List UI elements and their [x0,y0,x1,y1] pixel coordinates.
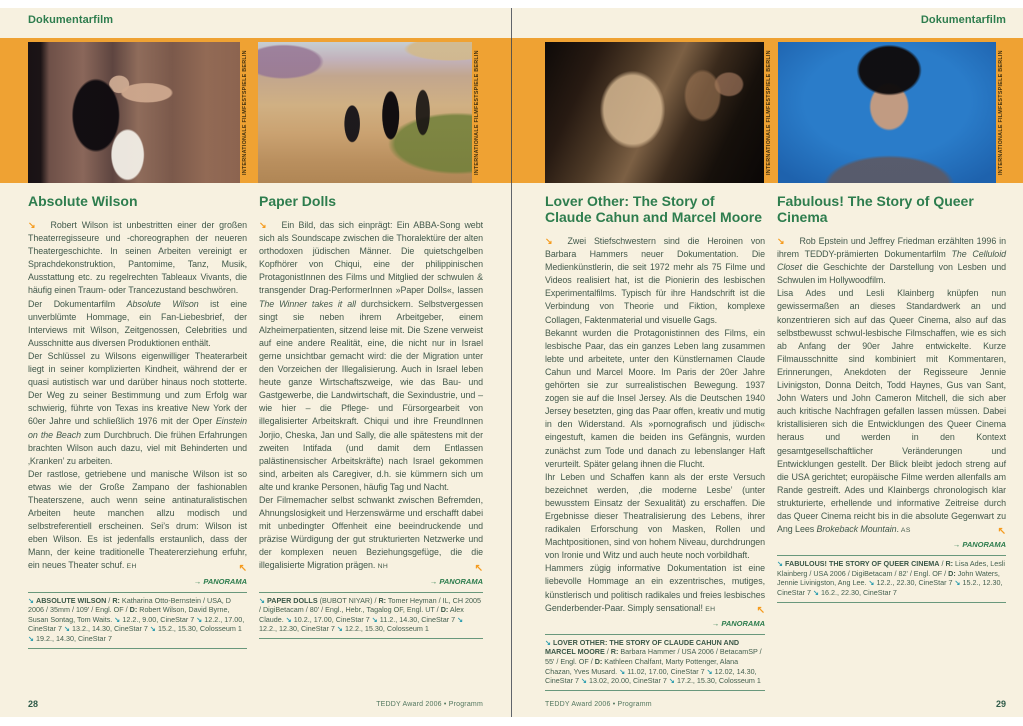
film-paragraph: ↘ Robert Wilson ist unbestritten einer der großen Theaterregisseure und -choreographen der neueren Theatergeschichte. In seinen Arbeiten vereinigt er Sprachdekonstruktion, Pantomime, Tanz, Musik, Ausstattung etc. zu regelrechten Tableaux Vivants, die häufig einen Traum- oder Trancezustand beschwören. [28,220,247,296]
film-title: Paper Dolls [259,193,337,209]
film-article [545,193,765,691]
festival-strip-label: INTERNATIONALE FILMFESTSPIELE BERLIN [242,50,248,175]
panorama-section-link [28,577,247,586]
panorama-label: PANORAMA [201,576,247,586]
section-header-left: Dokumentarfilm [28,14,114,26]
panorama-section-link [777,540,1006,549]
arrow-se-icon: ↘ [196,614,203,624]
film-credits: ↘ FABULOUS! THE STORY OF QUEER CINEMA / R: Lisa Ades, Lesli Klainberg / USA 2006 / DigiBetacam / 82' / Engl. OF / D: John Waters, Jennie Livinigston, Ang Lee. ↘ 12.2., 22.30, CineStar 7 ↘ 15.2., 12.30, CineStar 7 ↘ 16.2., 22.30, CineStar 7 [777,555,1006,602]
film-article [777,193,1006,603]
author-initials: AS [898,527,911,535]
film-credits: ↘ ABSOLUTE WILSON / R: Katharina Otto-Bernstein / USA, D 2006 / 35mm / 109' / Engl. OF / D: Robert Wilson, David Byrne, Susan Sontag, Tom Waits. ↘ 12.2., 9.00, CineStar 7 ↘ 12.2., 17.00, CineStar 7 ↘ 13.2., 14.30, CineStar 7 ↘ 15.2., 15.30, Colosseum 1 ↘ 19.2., 14.30, CineStar 7 [28,592,247,649]
page-gutter-divider [511,8,512,717]
film-paragraph: ↘ Rob Epstein und Jeffrey Friedman erzählten 1996 in ihrem TEDDY-prämierten Dokumentarfilm The Celluloid Closet die Geschichte der Darstellung von Lesben und Schwulen im Hollywoodfilm. [777,236,1006,286]
arrow-se-icon: ↘ [706,666,713,676]
arrow-nw-icon: ↖ [474,562,483,574]
arrow-se-icon: ↘ [28,633,35,643]
film-title: Lover Other: The Story of Claude Cahun and Marcel Moore [545,193,763,225]
author-initials: EH [124,563,137,571]
arrow-se-icon: ↘ [619,666,626,676]
arrow-se-icon: ↘ [777,559,784,569]
arrow-se-icon: ↘ [63,624,70,634]
arrow-se-icon: ↘ [259,220,267,230]
author-initials: NH [375,563,389,571]
arrow-se-icon: ↘ [812,587,819,597]
arrow-se-icon: ↘ [149,624,156,634]
festival-strip [240,42,251,183]
festival-strip-label: INTERNATIONALE FILMFESTSPIELE BERLIN [474,50,480,175]
festival-strip [996,42,1007,183]
film-article [28,193,247,649]
film-paragraph: Ihr Leben und Schaffen kann als der erste Versuch bezeichnet werden, ‚die moderne Lesbe’ (unter bewusstem Einsatz der Sexualität) zu erschaffen. Die Ergebnisse dieser Theatralisierung des Lebens, ihrer radikalen Erforschung von Masken, Rollen und Machtpositionen, sind von hohem Niveau, durchdrungen von Ironie und Witz und auch heute noch vorbildhaft. [545,471,765,561]
panorama-label: PANORAMA [719,618,765,628]
film-paragraph: ↘ Ein Bild, das sich einprägt: Ein ABBA-Song webt sich als Soundscape zwischen die Thoralektüre der alten orthodoxen jüdischen Männer. Die quietschgelben Kopfhörer von Chiqui, eine der philippinischen ProtagonistInnen des Films und Mitglied der schwulen & transgender Drag-PerformerInnen »Paper Dolls«, lassen The Winner takes it all durchsickern. Selbstvergessen singt sie neben ihrem Arbeitgeber, einem Alzheimerpatienten, sitzend leise mit. Die Szene verweist auf eine andere Realität, eine, die nicht nur in Israel gerne unsichtbar gemacht wird: die der Migration unter den Vorzeichen der Illegalisierung. Auch in Israel leben heute ganze Wirtschaftszweige, wie das Bau- und Gastgewerbe, die Landwirtschaft, die Sexindustrie, und – wie hier – die Pflege- und Fürsorgearbeit von illegalisierter Arbeitskraft. Chiqui und ihre FreundInnen Jorjio, Cheska, Jan und Sally, die alle spätestens mit der zweiten Intifada (und damit dem Entlassen palästinensischer Arbeitskräfte) nach Israel gekommen sind, arbeiten als Caregiver, d.h. sie kümmern sich um alte und kranke Personen, häufig Tag und Nacht. [259,220,483,492]
arrow-right-icon: → [429,576,438,586]
arrow-nw-icon: ↖ [997,526,1006,538]
film-still-fabulous [778,42,996,183]
arrow-se-icon: ↘ [457,614,464,624]
arrow-se-icon: ↘ [545,637,552,647]
film-body [777,235,1006,537]
film-paragraph: ↘ Zwei Stiefschwestern sind die Heroinen von Barbara Hammers neuer Dokumentation. Die Medienkünstlerin, die seit 1972 mehr als 75 Filme und Videos realisiert hat, ist die Pionierin des lesbischen Experimentalfilms. Typisch für ihre Handschrift ist die Verbindung von Theorie und Fiktion, komplexe Collagen, Faktenmaterial und visuelle Gags. [545,236,765,325]
film-paragraph: Hammers zügig informative Dokumentation ist eine liebevolle Hommage an ein exzentrisches, mutiges, künstlerisch und politisch radikales und freies lesbisches Genderbender-Paar. Simply sensational! EH ↖ [545,563,765,616]
arrow-se-icon: ↘ [114,614,121,624]
arrow-se-icon: ↘ [668,676,675,686]
arrow-nw-icon: ↖ [756,604,765,616]
festival-strip-label: INTERNATIONALE FILMFESTSPIELE BERLIN [998,50,1004,175]
arrow-nw-icon: ↖ [238,562,247,574]
arrow-right-icon: → [193,576,202,586]
film-paragraph: Der Filmemacher selbst schwankt zwischen Befremden, Ahnungslosigkeit und Herzenswärme und erschafft dabei mit unbedingter Offenheit eine beeindruckende und präzise Würdigung der gut strukturierten Netzwerke und der komplexen neuen Beziehungsgefüge, die die illegalisierte Migration prägen. NH ↖ [259,494,483,574]
film-body [545,235,765,616]
arrow-right-icon: → [952,540,961,550]
film-body [28,219,247,574]
film-still-absolute-wilson [28,42,240,183]
film-credits: ↘ PAPER DOLLS (BUBOT NIYAR) / R: Tomer Heyman / IL, CH 2005 / DigiBetacam / 80' / Engl., Hebr., Tagalog OF, Engl. UT / D: Alex Claude. ↘ 10.2., 17.00, CineStar 7 ↘ 11.2., 14.30, CineStar 7 ↘ 12.2., 12.30, CineStar 7 ↘ 12.2., 15.30, Colosseum 1 [259,592,483,639]
panorama-label: PANORAMA [960,540,1006,550]
film-title: Absolute Wilson [28,193,138,209]
arrow-right-icon: → [711,618,720,628]
festival-strip-label: INTERNATIONALE FILMFESTSPIELE BERLIN [766,50,772,175]
film-title: Fabulous! The Story of Queer Cinema [777,193,974,225]
program-spread [0,8,1023,717]
film-article [259,193,483,639]
arrow-se-icon: ↘ [580,676,587,686]
arrow-se-icon: ↘ [28,595,35,605]
film-still-lover-other [545,42,764,183]
panorama-section-link [545,619,765,628]
festival-strip [472,42,483,183]
film-paragraph: Lisa Ades und Lesli Klainberg knüpfen nun gewissermaßen an dieses Standardwerk an und konzentrieren sich auf das Queer Cinema, also auf das selbstbewusst schwul-lesbische Filmschaffen, wie es sich ab Anfang der 90er Jahre entwickelte. Kurze Filmausschnitte sind kombiniert mit Kommentaren, Erinnerungen, Anekdoten der Regisseure Jennie Livinigston, Donna Deitch, Todd Haynes, Gus van Sant, John Waters und John Cameron Mitchell, die sich aber auch kritische Nachfragen gefallen lassen müssen. Dabei kristallisieren sich die Entwicklungen des Queer Cinema heraus und werden in den Kontext gesamtgesellschaftlicher Veränderungen und Entwicklungen gestellt. Der Blick bleibt jedoch streng auf die USA gerichtet; europäische Filme werden allenfalls am Rande gestreift. Ades und Klainbergs chronologisch klar strukturierte, erhellende und informative Zeitreise durch das Queer Cinema reicht bis in die absolute Gegenwart zu Ang Lees Brokeback Mountain. AS ↖ [777,288,1006,538]
arrow-se-icon: ↘ [285,614,292,624]
arrow-se-icon: ↘ [259,595,266,605]
arrow-se-icon: ↘ [28,220,36,230]
arrow-se-icon: ↘ [371,614,378,624]
film-still-paper-dolls [258,42,472,183]
arrow-se-icon: ↘ [868,578,875,588]
footer-label-right: TEDDY Award 2006 • Programm [545,701,652,708]
arrow-se-icon: ↘ [954,578,961,588]
author-initials: EH [702,605,716,613]
arrow-se-icon: ↘ [777,236,785,246]
page-number-right: 29 [995,699,1006,709]
panorama-section-link [259,577,483,586]
arrow-se-icon: ↘ [545,236,553,246]
film-paragraph: Der Schlüssel zu Wilsons eigenwilliger Theaterarbeit liegt in seiner komplizierten Kindheit, während der er quasi autistisch war und darüber hinaus noch stotterte. Der Weg zu seiner Bestimmung und zum Erfolg war schwierig, führte von Texas ins kreative New York der 60er Jahre und schließlich 1976 mit der Oper Einstein on the Beach zum Durchbruch. Die frühen Erfahrungen brachten Wilson auch dazu, viel mit Behinderten und ‚Kranken’ zu arbeiten. [28,350,247,466]
film-paragraph: Bekannt wurden die Protagonistinnen des Films, ein lesbische Paar, das ein ganzes Leben lang zusammen lebte und arbeitete, unter den Künstlernamen Claude Cahun und Marcel Moore. Im Paris der 20er Jahre gehörten sie zur surrealistischen Bewegung. 1937 zogen sie auf die Insel Jersey. Als die Deutschen 1940 Jersey besetzten, ging das Paar offen, kreativ und mutig in den Widerstand. Als »pornografisch und jüdisch« eingestuft, kamen die beiden ins Gefängnis, wurden zunächst zum Tode und danach zu lebenslanger Haft verurteilt. Später gelang ihnen die Flucht. [545,327,765,469]
film-paragraph: Der Dokumentarfilm Absolute Wilson ist eine unverblümte Hommage, ein Fan-Liebesbrief, der Interviews mit Wilson, Zeitgenossen, Celebrities und Ausschnitte aus diversen Produktionen enthält. [28,298,247,348]
panorama-label: PANORAMA [437,576,483,586]
section-header-right: Dokumentarfilm [920,14,1006,26]
film-body [259,219,483,574]
film-paragraph: Der rastlose, getriebene und manische Wilson ist so etwas wie der Große Zampano der fashionablen Theaterszene, auch wenn seine antinaturalistischen Arbeiten heute manchen allzu modisch und selbstreferentiell erscheinen. Sei’s drum: Wilson ist eben Wilson. Es ist jedenfalls erstaunlich, dass der Mann, der keine traditionelle Theatererziehung erfuhr, ein neues Theater schuf. EH ↖ [28,468,247,574]
footer-label-left: TEDDY Award 2006 • Programm [376,701,483,708]
festival-strip [764,42,775,183]
film-credits: ↘ LOVER OTHER: THE STORY OF CLAUDE CAHUN AND MARCEL MOORE / R: Barbara Hammer / USA 2006 / BetacamSP / 55' / Engl. OF / D: Kathleen Chalfant, Marty Pottenger, Alana Chazan, Yves Musard. ↘ 11.02, 17.00, CineStar 7 ↘ 12.02, 14.30, CineStar 7 ↘ 13.02, 20.00, CineStar 7 ↘ 17.2., 15.30, Colosseum 1 [545,634,765,691]
page-number-left: 28 [28,699,39,709]
arrow-se-icon: ↘ [336,624,343,634]
